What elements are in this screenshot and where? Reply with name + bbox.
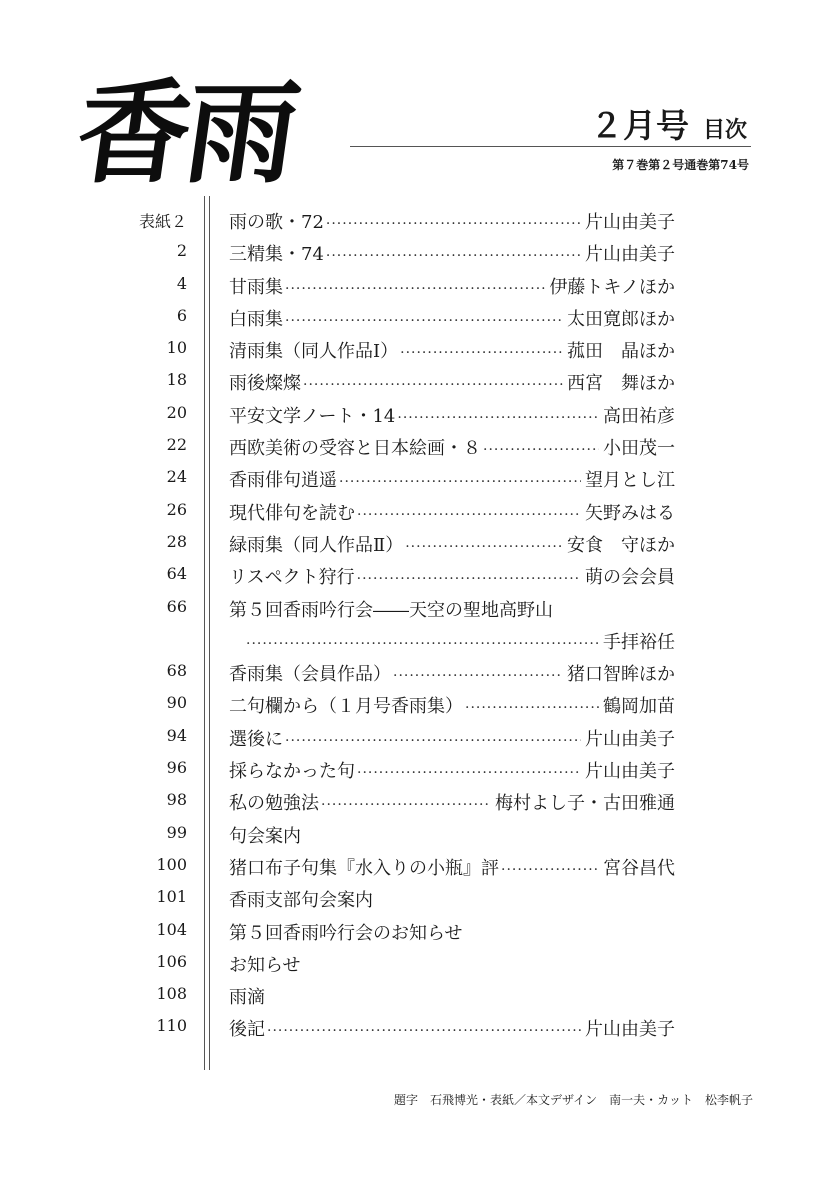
toc-page: 66 [166,596,187,616]
issue-heading [590,100,747,147]
toc-author: 片山由美子 [585,212,675,233]
toc-entry [229,725,675,751]
dot-leader [267,1023,581,1039]
dot-leader [285,733,581,749]
toc-page: 110 [156,1016,187,1036]
toc-row [0,723,839,755]
toc-page: 4 [176,273,187,293]
toc-author: 手拝裕任 [603,631,675,653]
credits-footer: 題字 石飛博光・表紙／本文デザイン 南一夫・カット 松李帆子 [393,1093,753,1107]
toc-page: 90 [166,693,187,713]
dot-leader [285,313,563,329]
toc-page: 96 [166,758,187,778]
dot-leader [246,636,599,652]
toc-page: 表紙２ [138,212,187,231]
toc-page: 94 [166,725,187,745]
toc-row [0,755,839,787]
toc-author: 安食 守ほか [567,534,675,556]
issue-number: ２月号 [589,106,689,145]
toc-author: 矢野みはる [585,502,675,524]
toc-page: 18 [166,370,187,390]
toc-title: 平安文学ノート・14 [229,405,396,427]
toc-title: リスペクト狩行 [229,567,355,589]
toc-row [0,981,839,1013]
toc-title: 三精集・74 [229,244,324,266]
toc-page: 26 [166,499,187,519]
dot-leader [393,668,563,684]
dot-leader [357,507,581,523]
toc-row [0,400,839,432]
toc-page: 68 [166,661,187,681]
toc-entry [229,434,675,460]
toc-page: 10 [166,338,187,358]
toc-title: 香雨集（会員作品） [229,664,391,686]
dot-leader [326,248,581,264]
toc-author: 伊藤トキノほか [549,276,675,298]
toc-entry [229,563,675,589]
toc-row [0,594,839,626]
toc-entry [229,305,675,331]
toc-row [0,497,839,529]
toc-page: 101 [156,887,187,907]
toc-page: 106 [156,951,187,971]
toc-page: 99 [166,822,187,842]
toc-title: 第５回香雨吟行会のお知らせ [229,922,463,944]
toc-entry [229,337,675,363]
toc-title: 二句欄から（１月号香雨集） [229,696,463,718]
toc-page: 20 [166,402,187,422]
toc-entry [229,822,675,848]
toc-row [0,561,839,593]
toc-page: 64 [166,564,187,584]
toc-row [0,884,839,916]
toc-row [0,529,839,561]
toc-row [0,303,839,335]
toc-page: 22 [166,435,187,455]
dot-leader [357,765,581,781]
toc-entry [229,596,675,622]
toc-row [0,238,839,270]
toc-title: 西欧美術の受容と日本絵画・８ [229,438,481,460]
toc-title: 第５回香雨吟行会――天空の聖地高野山 [229,599,553,621]
toc-entry [229,531,675,557]
volume-info: 第７巻第２号通巻第74号 [612,158,749,172]
toc-entry [229,692,675,718]
toc-title: 現代俳句を読む [229,502,355,524]
toc-row [0,658,839,690]
toc-title: 後記 [229,1019,265,1041]
toc-row [0,690,839,722]
toc-page: 104 [156,919,187,939]
toc-row [0,206,839,238]
magazine-logo: 香雨 [68,68,304,199]
toc-title: 香雨支部句会案内 [229,890,373,912]
header-rule [350,146,751,147]
toc-entry [229,402,675,428]
toc-title: お知らせ [229,954,301,976]
toc-entry [229,919,675,945]
toc-title: 雨の歌・72 [229,212,324,233]
toc-entry [229,983,675,1009]
toc-author: 菰田 晶ほか [567,341,675,363]
dot-leader [405,539,563,555]
toc-row [0,917,839,949]
contents-label: 目次 [702,117,747,143]
toc-row [0,432,839,464]
toc-row [0,464,839,496]
toc-author: 梅村よし子・古田雅通 [495,793,675,815]
dot-leader [465,700,599,716]
toc-author: 片山由美子 [585,1019,675,1041]
dot-leader [400,345,563,361]
toc-title: 採らなかった句 [229,761,355,783]
toc-page: 6 [176,305,187,325]
toc-row [0,820,839,852]
toc-entry [229,273,675,299]
toc-page: 24 [166,467,187,487]
toc-entry [229,240,675,266]
toc-title: 句会案内 [229,825,301,847]
toc-row [0,787,839,819]
toc-row [0,949,839,981]
toc-author: 鶴岡加苗 [603,696,675,718]
toc-row [0,367,839,399]
dot-leader [501,862,599,878]
toc-title: 雨後燦燦 [229,373,301,395]
toc-row [0,1013,839,1045]
toc-author: 片山由美子 [585,244,675,266]
toc-title: 私の勉強法 [229,793,319,815]
toc-row [0,271,839,303]
toc-entry [229,466,675,492]
dot-leader [357,571,581,587]
toc-entry [229,1015,675,1041]
toc-title: 猪口布子句集『水入りの小瓶』評 [229,857,499,879]
toc-page: 98 [166,790,187,810]
toc-author: 宮谷昌代 [603,857,675,879]
toc-author: 望月とし江 [585,470,675,492]
toc-author: 片山由美子 [585,728,675,750]
toc-author: 猪口智眸ほか [567,664,675,686]
toc-entry [229,789,675,815]
toc-page: 2 [176,241,187,261]
dot-leader [285,281,545,297]
toc-entry [244,628,675,654]
toc-row-continued [0,626,839,658]
toc-row [0,335,839,367]
dot-leader [339,474,581,490]
toc-title: 白雨集 [229,308,283,330]
toc-title: 緑雨集（同人作品Ⅱ） [229,534,404,556]
toc-entry [229,208,675,234]
toc-entry [229,854,675,880]
toc-title: 甘雨集 [229,276,283,298]
dot-leader [397,410,599,426]
dot-leader [321,797,491,813]
dot-leader [303,377,563,393]
toc-page: 28 [166,531,187,551]
toc-author: 片山由美子 [585,761,675,783]
dot-leader [483,442,599,458]
toc-page: 108 [156,984,187,1004]
toc-author: 太田寛郎ほか [567,308,675,330]
toc-entry [229,660,675,686]
toc-title: 香雨俳句逍遥 [229,470,337,492]
toc-author: 小田茂一 [603,438,675,460]
table-of-contents [0,206,839,1046]
toc-page: 100 [156,854,187,874]
toc-entry [229,499,675,525]
toc-entry [229,886,675,912]
dot-leader [326,216,581,232]
toc-title: 選後に [229,728,283,750]
toc-entry [229,951,675,977]
toc-title: 清雨集（同人作品Ⅰ） [229,341,399,363]
toc-row [0,852,839,884]
toc-author: 西宮 舞ほか [567,373,675,395]
toc-author: 高田祐彦 [603,405,675,427]
toc-title: 雨滴 [229,987,265,1009]
toc-author: 萌の会会員 [585,567,675,589]
toc-entry [229,369,675,395]
toc-entry [229,757,675,783]
